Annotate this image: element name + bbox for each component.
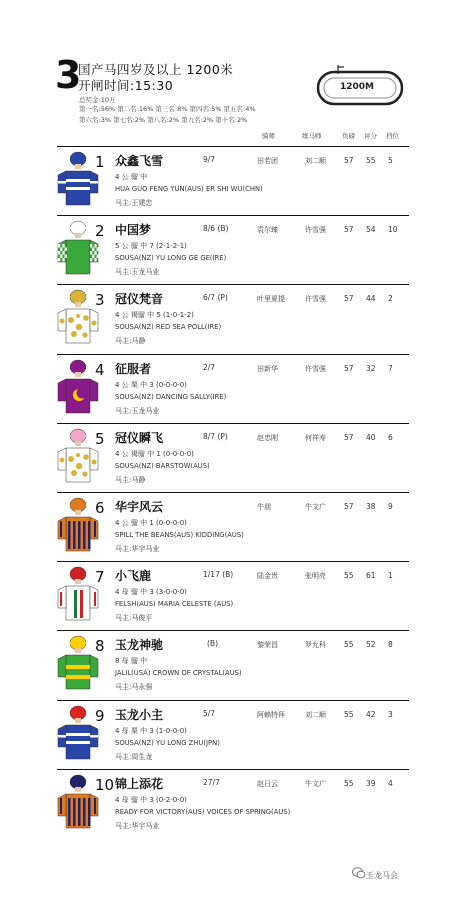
rating-value: 44	[366, 294, 376, 304]
wechat-icon	[352, 866, 366, 880]
pedigree: SOUSA(NZ) YU LONG GE GE(IRE)	[115, 254, 227, 263]
horse-info: 4 公 褐骝 中 1 (0-0-0-0)	[115, 449, 194, 458]
runner-number: 8	[95, 637, 105, 656]
trainer-name: 何祥寿	[305, 433, 326, 442]
trainer-name: 许雪强	[305, 295, 326, 304]
runner-card	[57, 284, 409, 350]
draw-value: 1	[388, 571, 393, 581]
recent-form: 6/7 (P)	[203, 293, 228, 303]
track-distance-label: 1200M	[340, 82, 375, 92]
horse-info: 8 母 骝 中	[115, 657, 148, 666]
jockey-name: 陆金贵	[257, 572, 278, 581]
recent-form: (B)	[207, 639, 218, 649]
trainer-name: 许雪强	[305, 364, 326, 373]
horse-info: 4 母 栗 中 3 (1-0-0-0)	[115, 726, 187, 735]
horse-info: 4 公 骝 中 1 (0-0-0-0)	[115, 519, 187, 527]
prize-distribution-2: 第六名:3% 第七名:2% 第八名:2% 第九名:2% 第十名:2%	[79, 116, 248, 124]
runner-number: 10	[95, 775, 115, 794]
horse-info: 4 公 骝 中	[115, 173, 148, 181]
weight-value: 57	[344, 363, 354, 373]
horse-name: 众鑫飞雪	[115, 154, 164, 168]
jockey-name: 牛朋	[257, 503, 271, 511]
pedigree: SOUSA(NZ) YU LONG ZHU(JPN)	[115, 738, 220, 747]
runner-number: 5	[95, 429, 105, 448]
pedigree: JALIL(USA) CROWN OF CRYSTAL(AUS)	[115, 669, 242, 678]
draw-value: 5	[388, 156, 393, 165]
jockey-silks-icon	[57, 426, 99, 484]
jockey-name: 田若团	[257, 157, 278, 165]
weight-value: 55	[344, 709, 354, 719]
jockey-name: 赵日云	[257, 779, 278, 788]
column-header-draw: 档位	[386, 132, 399, 140]
runner-number: 1	[95, 153, 105, 171]
horse-name: 征服者	[115, 361, 152, 376]
runner-number: 7	[95, 568, 105, 587]
pedigree: READY FOR VICTORY(AUS) VOICES OF SPRING(AUS)	[115, 807, 291, 816]
owner: 马主:玉龙马业	[115, 406, 160, 415]
jockey-silks-icon	[57, 564, 99, 622]
jockey-silks-icon	[57, 633, 99, 691]
runner-number: 2	[95, 222, 105, 241]
jockey-name: 田新华	[257, 364, 278, 373]
jockey-silks-icon	[57, 703, 99, 761]
recent-form: 27/7	[203, 777, 220, 787]
horse-info: 5 公 骝 中 7 (2-1-2-1)	[115, 242, 187, 251]
horse-info: 4 母 骝 中 3 (0-2-0-0)	[115, 795, 187, 804]
race-start-time: 开闸时间:15:30	[78, 78, 174, 93]
recent-form: 2/7	[203, 362, 216, 372]
horse-name: 玉龙神驰	[115, 638, 164, 653]
rating-value: 52	[366, 640, 376, 650]
trainer-name: 许雪强	[305, 226, 326, 235]
horse-name: 中国梦	[115, 223, 152, 238]
column-header-trainer: 练马师	[302, 132, 322, 140]
pedigree: SOUSA(NZ) DANCING SALLY(IRE)	[115, 392, 227, 401]
weight-value: 55	[344, 640, 354, 650]
weight-value: 57	[344, 294, 354, 304]
recent-form: 5/7	[203, 708, 216, 718]
runner-card	[57, 561, 409, 627]
jockey-silks-icon	[57, 218, 99, 276]
runner-number: 4	[95, 360, 105, 379]
owner: 马主:王建忠	[115, 199, 153, 207]
jockey-silks-icon	[57, 495, 99, 553]
pedigree: SPILL THE BEANS(AUS) KIDDING(AUS)	[115, 531, 244, 539]
recent-form: 1/17 (B)	[203, 570, 234, 580]
trainer-name: 牛文广	[305, 503, 326, 511]
weight-value: 57	[344, 502, 354, 511]
runner-card	[57, 630, 409, 696]
pedigree: SOUSA(NZ) BARSTOW(AUS)	[115, 461, 210, 470]
rating-value: 40	[366, 432, 376, 442]
race-title: 国产马四岁及以上 1200米	[78, 62, 234, 77]
rating-value: 54	[366, 225, 376, 235]
weight-value: 57	[344, 156, 354, 165]
runner-number: 3	[95, 291, 105, 310]
jockey-silks-icon	[57, 149, 99, 207]
jockey-name: 赵忠刚	[257, 433, 278, 442]
runner-number: 9	[95, 706, 105, 725]
draw-value: 4	[388, 778, 393, 788]
runner-card	[57, 423, 409, 489]
pedigree: SOUSA(NZ) RED SEA POLL(IRE)	[115, 323, 222, 332]
owner: 马主:周生龙	[115, 752, 153, 761]
jockey-silks-icon	[57, 772, 99, 830]
rating-value: 38	[366, 502, 376, 511]
jockey-name: 阿赖特拜	[257, 710, 285, 719]
jockey-name: 叶里夏提	[257, 295, 285, 304]
runner-card	[57, 700, 409, 766]
jockey-silks-icon	[57, 287, 99, 345]
prize-distribution-1: 第一名:56% 第二名:16% 第三名:8% 第四名:5% 第五名:4%	[79, 105, 256, 113]
weight-value: 57	[344, 432, 354, 442]
horse-name: 玉龙小主	[115, 707, 164, 722]
rating-value: 61	[366, 571, 376, 581]
horse-name: 冠仪瞬飞	[115, 430, 164, 445]
owner: 马主:玉龙马业	[115, 268, 160, 277]
recent-form: 8/7 (P)	[203, 431, 228, 441]
draw-value: 9	[388, 502, 393, 511]
recent-form: 9/7	[203, 155, 216, 164]
rating-value: 39	[366, 778, 376, 788]
runner-card	[57, 354, 409, 420]
owner: 马主:马静	[115, 475, 146, 484]
trainer-name: 牛文广	[305, 779, 326, 788]
trainer-name: 张明亮	[305, 572, 326, 581]
horse-info: 4 母 骝 中 3 (3-0-0-0)	[115, 588, 187, 597]
race-number: 3	[55, 53, 82, 97]
draw-value: 8	[388, 640, 393, 650]
column-header-rating: 评分	[364, 132, 377, 140]
rating-value: 55	[366, 156, 376, 165]
rating-value: 42	[366, 709, 376, 719]
race-header	[0, 0, 454, 140]
horse-name: 华宇风云	[115, 500, 164, 514]
watermark-text: 玉龙马会	[366, 871, 398, 880]
draw-value: 3	[388, 709, 393, 719]
horse-info: 4 公 褐骝 中 5 (1-0-1-2)	[115, 311, 194, 320]
column-header-weight: 负磅	[342, 132, 355, 140]
runner-card	[57, 215, 409, 281]
draw-value: 7	[388, 363, 393, 373]
column-header-jockey: 骑师	[262, 132, 275, 140]
jockey-name: 袁尔臻	[257, 226, 278, 235]
owner: 马主:马俊平	[115, 614, 153, 623]
recent-form: 8/6 (B)	[203, 224, 229, 234]
rating-value: 32	[366, 363, 376, 373]
horse-name: 锦上添花	[115, 776, 164, 791]
pedigree: FELSH(AUS) MARIA CELESTE (AUS)	[115, 600, 234, 609]
owner: 马主:马永强	[115, 683, 153, 692]
weight-value: 55	[344, 571, 354, 581]
draw-value: 2	[388, 294, 393, 304]
runner-card	[57, 146, 409, 212]
trainer-name: 罗允科	[305, 641, 326, 650]
owner: 马主:华宇马业	[115, 821, 160, 830]
horse-name: 小飞鹿	[115, 569, 152, 584]
horse-info: 4 公 栗 中 3 (0-0-0-0)	[115, 380, 187, 389]
runner-card	[57, 492, 409, 558]
trainer-name: 刘二顺	[305, 157, 326, 165]
draw-value: 6	[388, 432, 393, 442]
jockey-name: 黎荣昌	[257, 641, 278, 650]
runner-number: 6	[95, 499, 105, 517]
pedigree: HUA GUO FENG YUN(AUS) ER SHI WU(CHN)	[115, 185, 263, 193]
owner: 马主:马静	[115, 337, 146, 346]
horse-name: 冠仪梵音	[115, 292, 164, 307]
runner-card	[57, 769, 409, 835]
weight-value: 55	[344, 778, 354, 788]
owner: 马主:华宇马业	[115, 545, 160, 553]
trainer-name: 刘二顺	[305, 710, 326, 719]
draw-value: 10	[388, 225, 398, 235]
prize-total: 总奖金:10万	[79, 96, 116, 104]
jockey-silks-icon	[57, 357, 99, 415]
weight-value: 57	[344, 225, 354, 235]
